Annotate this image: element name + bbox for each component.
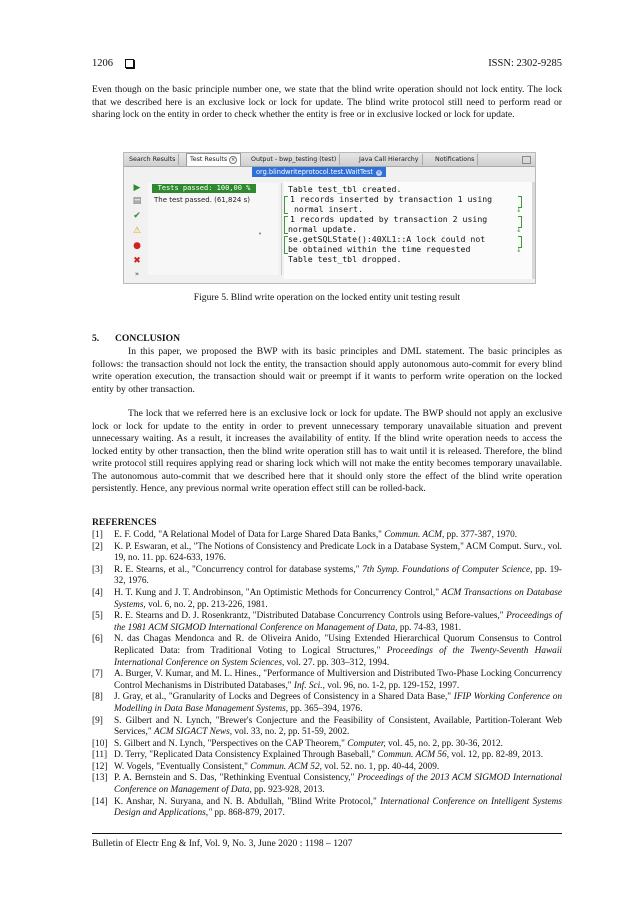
reference-item: [11] D. Terry, "Replicated Data Consistency Explained Through Baseball," Commun. ACM 56, vol. 12, pp. 82-89, 2013. [92,750,544,761]
rerun-icon[interactable]: ▶ [133,183,141,193]
intro-paragraph: Even though on the basic principle number one, we state that the blind write operation should not lock entity. The lock that we described here is an exclusive lock or lock for update. The blind write protocol still need to perform read or sharing lock on the entity in order to check whether the entity is free or in exclusive locked or lock for update. [92,84,562,120]
reference-item: [2] K. P. Eswaran, et al., "The Notions of Consistency and Predicate Lock in a Database System," ACM Comput. Surv., vol. 19, no. 11. pp. 624-633, 1976. [92,541,562,564]
tab-test-results[interactable]: Test Results × [186,153,241,166]
close-icon[interactable]: × [376,170,382,176]
test-summary-pane [148,183,278,275]
page-footer: Bulletin of Electr Eng & Inf, Vol. 9, No. 3, June 2020 : 1198 – 1207 [92,838,353,849]
console-line: Table test_tbl created. [288,184,402,194]
console-scrollbar[interactable] [532,182,535,279]
arrow-down-icon: ↓ [516,206,522,214]
section-heading [92,333,180,344]
console-line: normal insert. [294,204,364,214]
console-line: se.getSQLState():40XL1::A lock could not [288,234,486,244]
minimize-icon[interactable] [522,156,531,164]
reference-list [92,530,562,820]
reference-item: [14] K. Anshar, N. Suryana, and N. B. Abdullah, "Blind Write Protocol," International Conference on Intelligent Systems Design and Applications," pp. 868-879, 2017. [92,796,562,819]
reference-item: [12] W. Vogels, "Eventually Consistent," Commun. ACM 52, vol. 52. no. 1, pp. 40-44, 2009. [92,761,440,772]
left-bracket-icon [284,196,288,214]
test-toolbar [130,183,144,278]
checkbox-square-icon [125,59,134,68]
page-header [92,58,562,74]
tests-passed-badge: Tests passed: 100,00 % [152,184,256,193]
section-number: 5. [92,333,100,344]
page-number: 1206 [92,58,113,69]
reference-item: [6] N. das Chagas Mendonca and R. de Oliveira Anido, "Using Extended Hierarchical Quorum Consensus to Control Replicated Data: from Traditional Voting to Logical Structures," Proceedings of the Twenty-Seventh Hawaii International Conference on System Sciences, vol. 27. pp. 303–312, 1994. [92,634,563,668]
reference-item: [8] J. Gray, et al., "Granularity of Locks and Degrees of Consistency in a Shared Data Base," IFIP Working Conference on Modelling in Data Base Management Systems, pp. 365–394, 1976. [92,692,562,714]
error-icon[interactable]: ● [133,241,141,251]
reference-item: [10] S. Gilbert and N. Lynch, "Perspectives on the CAP Theorem," Computer, vol. 45, no. 2, pp. 30-36, 2012. [92,738,503,749]
conclusion-paragraph: The lock that we referred here is an exclusive lock or lock for update. The BWP should not apply an exclusive lock or lock for update to the entity in order to prevent unnecessary temporary unavailable situation and prevent unnecessary waiting. As a result, it increases the availability of entity. If the blind write operation needs to access the locked entity by other transaction, then the blind write operation still has to wait until it is released. Therefore, the blind write protocol still requires applying read or sharing lock which will not make the entity becomes temporary unavailable. The autonomous auto-commit that we described here that it should only store the effect of the blind write operation persistently. Hence, any previous normal write operation effect still can be rolled-back. [92,408,562,494]
pane-splitter[interactable] [281,183,282,275]
test-path-label[interactable]: org.blindwriteprotocol.test.WaitTest × [252,167,386,177]
section-title: CONCLUSION [115,333,181,344]
close-icon[interactable]: × [231,157,236,163]
console-line: be obtained within the time requested [288,244,471,254]
reference-item: [7] A. Burger, V. Kumar, and M. L. Hines., "Performance of Multiversion and Distributed Two-Phase Locking Concurrency Control Mechanisms in Distributed Databases," Inf. Sci., vol. 96, no. 1-2, pp. 129-152, 1997. [92,669,562,691]
console-line: 1 records updated by transaction 2 using [290,214,488,224]
arrow-down-icon: ↓ [516,226,522,234]
reference-item: [5] R. E. Stearns and D. J. Rosenkrantz, "Distributed Database Concurrency Controls using Before-values," Proceedings of the 1981 ACM SIGMOD International Conference on Management of Data, pp. 74-83, 1981. [92,611,562,633]
console-line: normal update. [288,224,358,234]
reference-item: [3] R. E. Stearns, et al., "Concurrency control for database systems," 7th Symp. Foundations of Computer Science, pp. 19-32, 1976. [92,564,562,587]
reference-item: [9] S. Gilbert and N. Lynch, "Brewer's Conjecture and the Feasibility of Consistent, Available, Partition-Tolerant Web Services," ACM SIGACT News, vol. 33, no. 2, pp. 51-59, 2002. [92,715,562,738]
console-line: 1 records inserted by transaction 1 using [290,194,493,204]
rerun-failed-icon[interactable]: ▤ [132,196,142,206]
figure-caption: Figure 5. Blind write operation on the locked entity unit testing result [193,292,461,303]
issn: ISSN: 2302-9285 [488,58,562,69]
test-passed-text[interactable]: The test passed. (61,824 s) [154,196,250,204]
passed-filter-icon[interactable]: ✔ [133,211,141,221]
arrow-down-icon: ↓ [516,246,522,254]
tab-output[interactable]: Output - bwp_testing (test) [248,154,340,165]
test-results-figure [123,152,536,284]
output-console [284,182,532,279]
footer-divider [92,833,562,834]
conclusion-paragraph: In this paper, we proposed the BWP with its basic principles and DML statement. The basic principles as follows: the transaction should not lock the entity, the transaction should apply autonomous auto-commit for every blind write operation execution, the transaction should wait or preempt if it wants to perform write operation on the locked entity by other transaction. [92,346,562,395]
reference-item: [1] E. F. Codd, "A Relational Model of Data for Large Shared Data Banks," Commun. ACM, pp. 377-387, 1970. [92,530,518,540]
tab-search-results[interactable]: Search Results [126,154,179,165]
failure-icon[interactable]: ✖ [133,256,141,266]
tab-notifications[interactable]: Notifications [432,154,478,165]
reference-item: [13] P. A. Bernstein and S. Das, "Rethinking Eventual Consistency," Proceedings of the 2013 ACM SIGMOD International Conference on Management of Data, pp. 923-928, 2013. [92,773,563,796]
warning-icon[interactable]: ⚠ [132,226,142,236]
tab-java-call-hierarchy[interactable]: Java Call Hierarchy [356,154,423,165]
tab-bar [124,153,535,167]
splitter-handle-icon[interactable]: • [258,230,263,238]
more-icon[interactable]: » [134,270,140,278]
references-heading: REFERENCES [92,517,157,528]
console-line: Table test_tbl dropped. [288,254,402,264]
reference-item: [4] H. T. Kung and J. T. Androbinson, "An Optimistic Methods for Concurrency Control," ACM Transactions on Database Systems, vol. 6, no. 2, pp. 213-226, 1981. [92,587,562,610]
